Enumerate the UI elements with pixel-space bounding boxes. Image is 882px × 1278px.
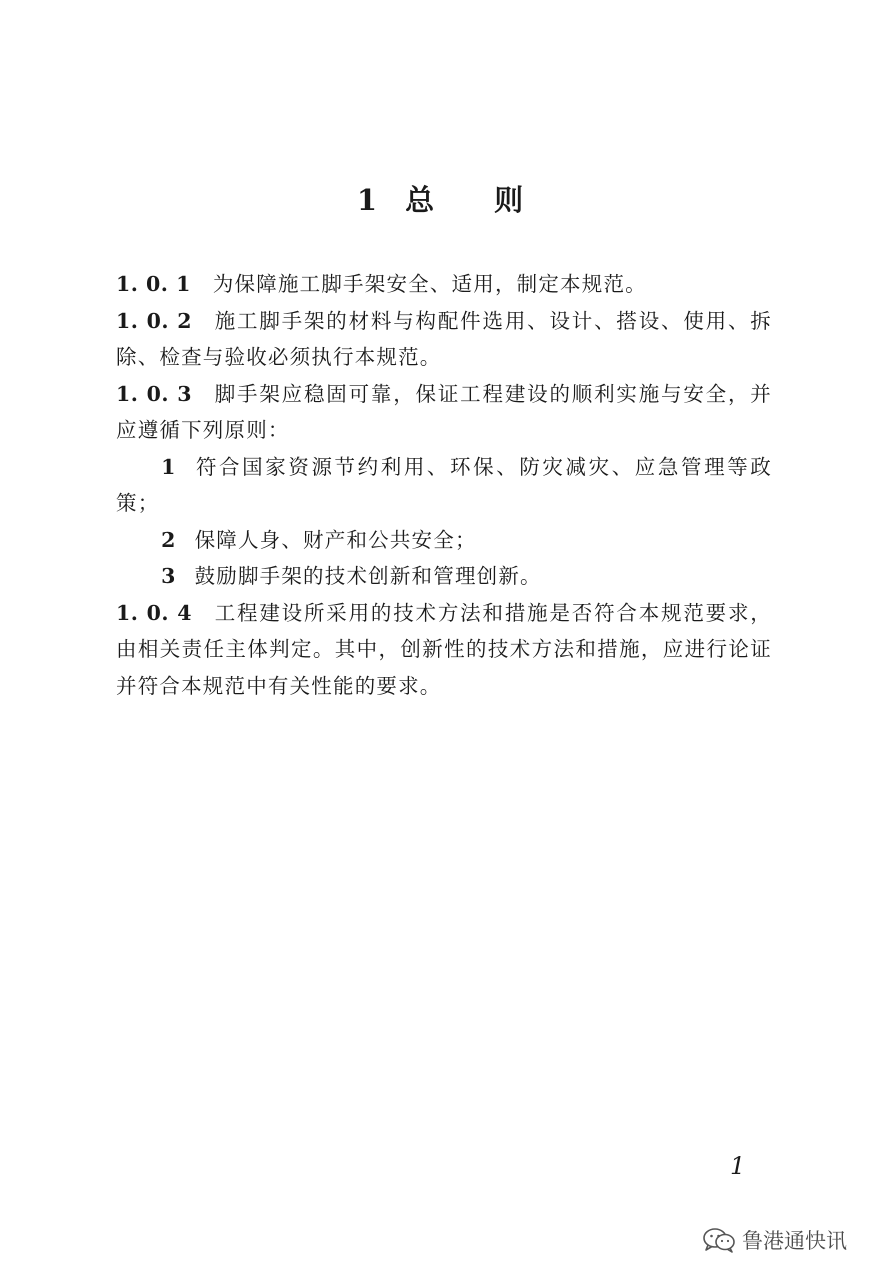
item-number: 3 [161,564,177,588]
page-number: 1 [730,1152,746,1180]
clause-number: 1. 0. 1 [116,272,191,296]
clause-text: 为保障施工脚手架安全、适用，制定本规范。 [212,272,647,296]
wechat-icon [702,1226,736,1254]
clause-number: 1. 0. 3 [116,381,193,406]
clause-1-0-1 [116,266,772,303]
item-text: 保障人身、财产和公共安全； [194,527,477,552]
item-number: 2 [161,527,177,552]
chapter-number: 1 [356,183,380,217]
principle-item-3 [116,558,772,595]
clause-number: 1. 0. 4 [116,600,193,625]
principle-item-1 [116,449,772,522]
item-text: 鼓励脚手架的技术创新和管理创新。 [194,564,542,588]
item-number: 1 [161,454,177,479]
chapter-title [0,178,882,219]
watermark [702,1222,847,1258]
clause-1-0-2 [116,303,772,376]
clause-text: 工程建设所采用的技术方法和措施是否符合本规范要求，由相关责任主体判定。其中，创新性的技术方法和措施，应进行论证并符合本规范中有关性能的要求。 [116,600,772,698]
clause-text: 施工脚手架的材料与构配件选用、设计、搭设、使用、拆除、检查与验收必须执行本规范。 [116,308,772,369]
clause-number: 1. 0. 2 [116,308,193,333]
chapter-body [116,266,772,704]
chapter-title-part2: 则 [494,183,526,217]
clause-text: 脚手架应稳固可靠，保证工程建设的顺利实施与安全，并应遵循下列原则： [116,381,772,442]
clause-1-0-3 [116,376,772,449]
watermark-text: 鲁港通快讯 [742,1229,847,1253]
clause-1-0-4 [116,595,772,705]
chapter-title-part1: 总 [405,183,437,217]
principle-item-2 [116,522,772,559]
item-text: 符合国家资源节约利用、环保、防灾减灾、应急管理等政策； [116,454,772,515]
